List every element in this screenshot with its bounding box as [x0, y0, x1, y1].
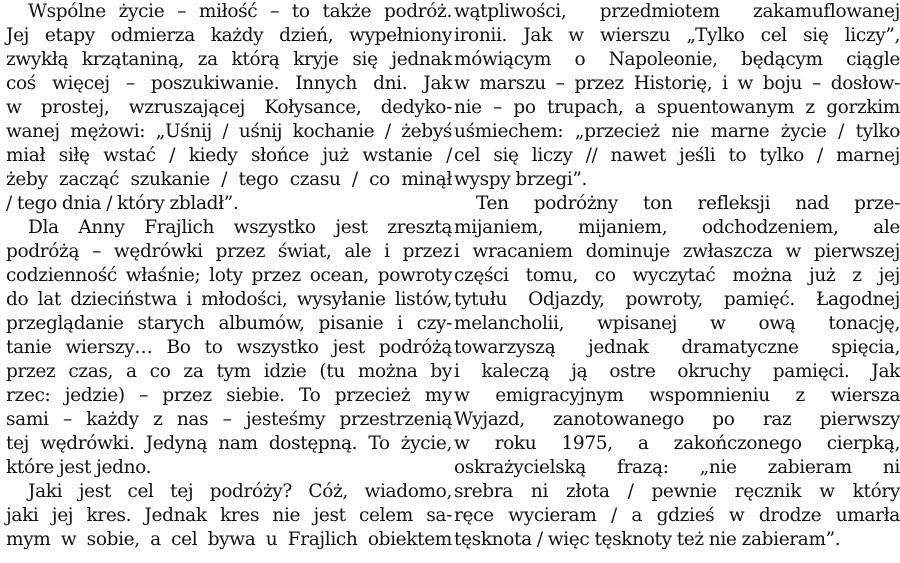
text-line: Jaki jest cel tej podróży? Cóż, wiadomo,: [28, 481, 452, 502]
text-line: sami – każdy z nas – jesteśmy przestrzenią: [6, 409, 452, 430]
text-line: wyspy brzegi”.: [454, 169, 588, 190]
text-line: melancholii, wpisanej w ową tonację,: [454, 313, 900, 334]
text-line: przeglądanie starych albumów, pisanie i czy-: [6, 313, 452, 334]
text-line: do lat dzieciństwa i młodości, wysyłanie listów,: [6, 289, 452, 310]
text-line: codzienność właśnie; loty przez ocean, powroty: [6, 265, 452, 286]
text-line: uśmiechem: „przecież nie marne życie / tylko: [454, 121, 900, 142]
text-line: przez czas, a co za tym idzie (tu można by: [6, 361, 452, 382]
text-line: cel się liczy // nawet jeśli to tylko / marnej: [454, 145, 900, 166]
text-line: Jej etapy odmierza każdy dzień, wypełniony: [6, 25, 452, 46]
text-line: Ten podróżny ton refleksji nad prze-: [476, 193, 900, 214]
text-line: / tego dnia / który zbladł”.: [6, 193, 239, 214]
text-line: w prostej, wzruszającej Kołysance, dedyko-: [6, 97, 452, 118]
text-line: jaki jej kres. Jednak kres nie jest celem sa-: [6, 505, 452, 526]
text-line: żeby zacząć szukanie / tego czasu / co minął: [6, 169, 452, 190]
text-line: które jest jedno.: [6, 457, 152, 478]
text-line: w roku 1975, a zakończonego cierpką,: [454, 433, 900, 454]
text-line: Wspólne życie – miłość – to także podróż.: [28, 1, 452, 22]
text-line: podróżą – wędrówki przez świat, ale i przez: [6, 241, 452, 262]
text-line: ręce wycieram / a gdzieś w drodze umarła: [454, 505, 900, 526]
text-line: tytułu Odjazdy, powroty, pamięć. Łagodnej: [454, 289, 900, 310]
text-line: oskrażycielską frazą: „nie zabieram ni: [454, 457, 900, 478]
text-line: i wracaniem dominuje zwłaszcza w pierwszej: [454, 241, 900, 262]
text-line: Wyjazd, zanotowanego po raz pierwszy: [454, 409, 900, 430]
text-line: Dla Anny Frajlich wszystko jest zresztą: [28, 217, 452, 238]
text-column-right: [454, 0, 900, 552]
text-line: ironii. Jak w wierszu „Tylko cel się liczy”,: [454, 25, 900, 46]
text-line: w emigracyjnym wspomnieniu z wiersza: [454, 385, 900, 406]
text-line: części tomu, co wyczytać można już z jej: [454, 265, 900, 286]
text-line: tęsknota / więc tęsknoty też nie zabieram”.: [454, 529, 841, 550]
text-line: coś więcej – poszukiwanie. Innych dni. Jak: [6, 73, 452, 94]
text-column-left: [6, 0, 452, 552]
text-line: wanej mężowi: „Uśnij / uśnij kochanie / żebyś: [6, 121, 452, 142]
text-line: mówiącym o Napoleonie, będącym ciągle: [454, 49, 900, 70]
text-line: wątpliwości, przedmiotem zakamuflowanej: [454, 1, 900, 22]
text-line: tej wędrówki. Jedyną nam dostępną. To życie,: [6, 433, 452, 454]
text-line: nie – po trupach, a spuentowanym z gorzkim: [454, 97, 900, 118]
text-line: i kaleczą ją ostre okruchy pamięci. Jak: [454, 361, 900, 382]
text-line: towarzyszą jednak dramatyczne spięcia,: [454, 337, 900, 358]
text-line: rzec: jedzie) – przez siebie. To przecież my: [6, 385, 452, 406]
text-line: zwykłą krzątaniną, za którą kryje się jednak: [6, 49, 452, 70]
text-line: mijaniem, mijaniem, odchodzeniem, ale: [454, 217, 900, 238]
text-line: tanie wierszy… Bo to wszystko jest podróżą: [6, 337, 452, 358]
text-line: w marszu – przez Historię, i w boju – dosłow-: [454, 73, 900, 94]
text-line: miał siłę wstać / kiedy słońce już wstanie /: [6, 145, 452, 166]
text-line: mym w sobie, a cel bywa u Frajlich obiektem: [6, 529, 452, 550]
text-line: srebra ni złota / pewnie ręcznik w który: [454, 481, 900, 502]
